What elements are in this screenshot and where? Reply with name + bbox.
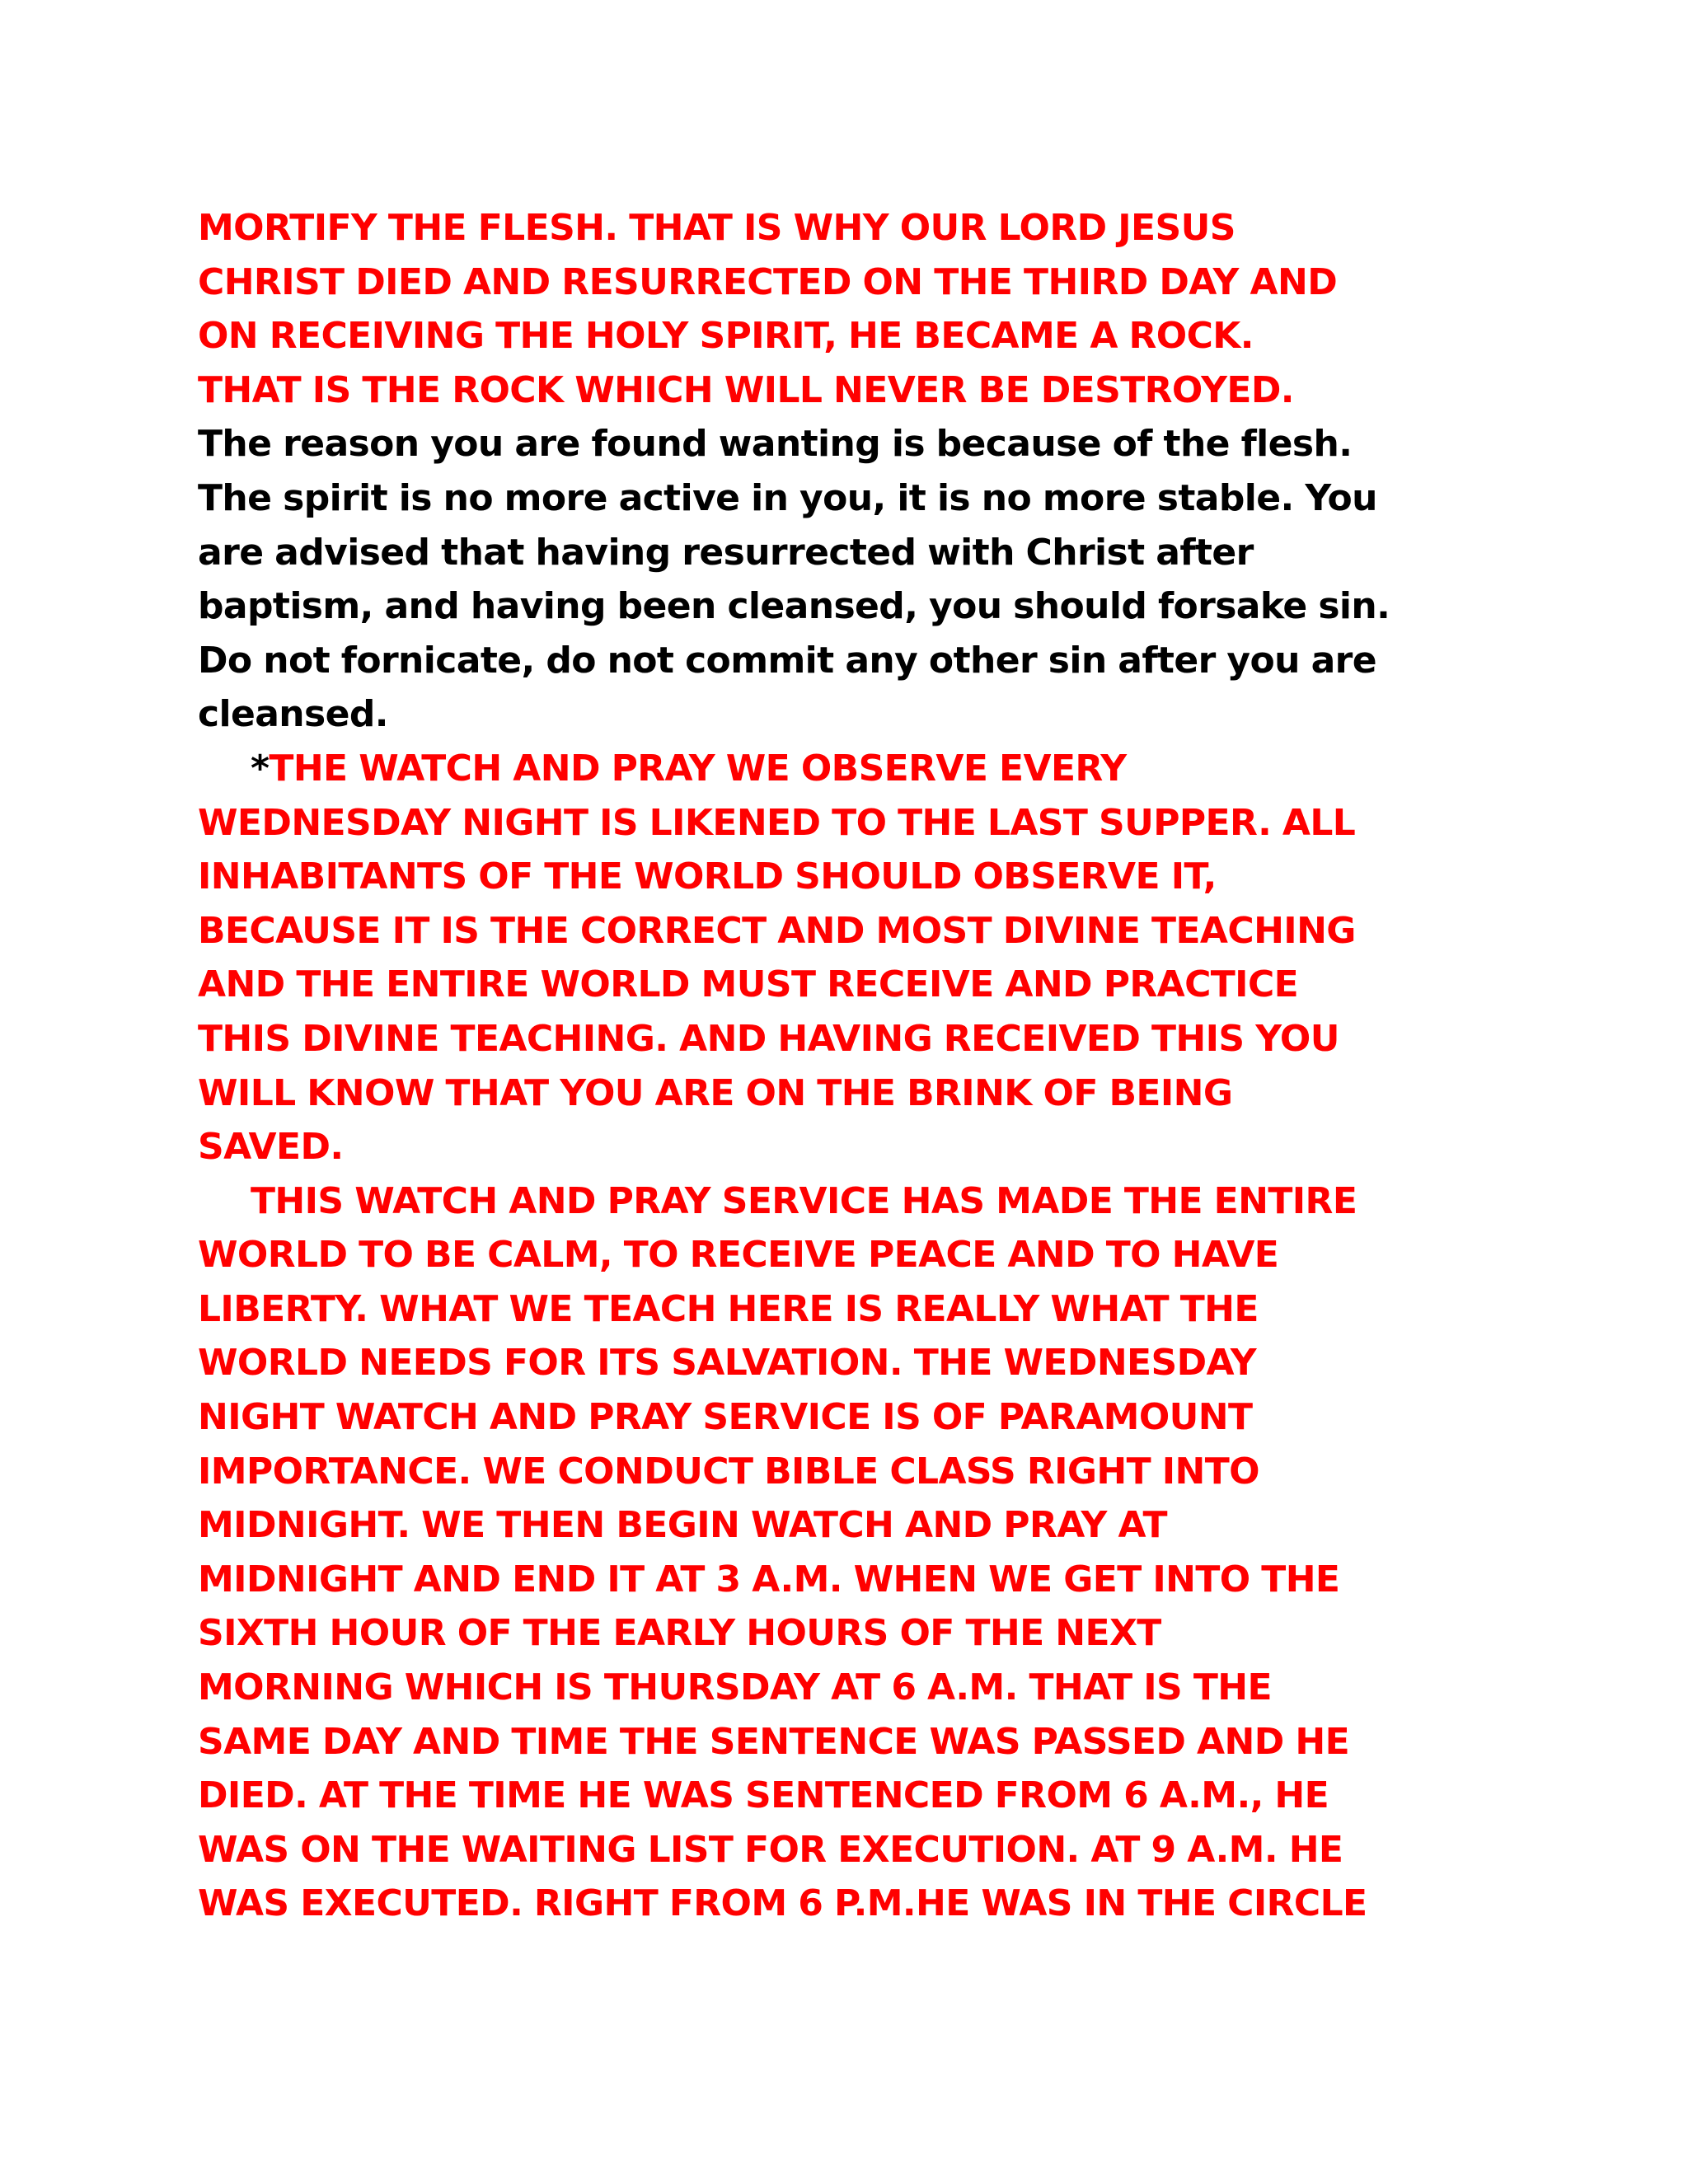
text-line: LIBERTY. WHAT WE TEACH HERE IS REALLY WHAT THE xyxy=(198,1287,1259,1330)
text-line: INHABITANTS OF THE WORLD SHOULD OBSERVE IT, xyxy=(198,855,1217,898)
text-line: The spirit is no more active in you, it is no more stable. You xyxy=(198,476,1377,519)
text-line: The reason you are found wanting is because of the flesh. xyxy=(198,423,1353,466)
text-line: CHRIST DIED AND RESURRECTED ON THE THIRD DAY AND xyxy=(198,260,1338,303)
text-line: WORLD NEEDS FOR ITS SALVATION. THE WEDNESDAY xyxy=(198,1342,1257,1385)
text-line: WAS ON THE WAITING LIST FOR EXECUTION. AT 9 A.M. HE xyxy=(198,1828,1343,1871)
text-line: baptism, and having been cleansed, you should forsake sin. xyxy=(198,585,1390,628)
text-line: WEDNESDAY NIGHT IS LIKENED TO THE LAST SUPPER. ALL xyxy=(198,801,1356,844)
text-line: BECAUSE IT IS THE CORRECT AND MOST DIVINE TEACHING xyxy=(198,909,1356,952)
text-line: MORNING WHICH IS THURSDAY AT 6 A.M. THAT IS THE xyxy=(198,1666,1272,1709)
document-body xyxy=(198,201,1550,1931)
text-line: WILL KNOW THAT YOU ARE ON THE BRINK OF BEING xyxy=(198,1071,1233,1114)
text-line: cleansed. xyxy=(198,693,388,736)
text-line: SIXTH HOUR OF THE EARLY HOURS OF THE NEXT xyxy=(198,1612,1161,1655)
text-line: NIGHT WATCH AND PRAY SERVICE IS OF PARAMOUNT xyxy=(198,1396,1253,1439)
text-line: SAVED. xyxy=(198,1126,344,1169)
text-line: Do not fornicate, do not commit any other sin after you are xyxy=(198,639,1377,682)
text-line: ON RECEIVING THE HOLY SPIRIT, HE BECAME A ROCK. xyxy=(198,315,1254,358)
text-line: IMPORTANCE. WE CONDUCT BIBLE CLASS RIGHT INTO xyxy=(198,1450,1259,1493)
text-line: MORTIFY THE FLESH. THAT IS WHY OUR LORD JESUS xyxy=(198,207,1236,249)
text-line: AND THE ENTIRE WORLD MUST RECEIVE AND PRACTICE xyxy=(198,963,1299,1006)
text-line: THAT IS THE ROCK WHICH WILL NEVER BE DESTROYED. xyxy=(198,368,1294,411)
text-line: THIS DIVINE TEACHING. AND HAVING RECEIVED THIS YOU xyxy=(198,1017,1339,1060)
paragraph-start-line: THIS WATCH AND PRAY SERVICE HAS MADE THE ENTIRE xyxy=(251,1179,1357,1222)
text-line: are advised that having resurrected with Christ after xyxy=(198,531,1254,574)
asterisk-marker: * xyxy=(251,747,270,790)
text-line: DIED. AT THE TIME HE WAS SENTENCED FROM 6 A.M., HE xyxy=(198,1774,1329,1817)
text-line: THE WATCH AND PRAY WE OBSERVE EVERY xyxy=(269,747,1127,790)
text-line: SAME DAY AND TIME THE SENTENCE WAS PASSED AND HE xyxy=(198,1720,1350,1763)
paragraph-start-line xyxy=(198,742,1550,796)
text-line: MIDNIGHT AND END IT AT 3 A.M. WHEN WE GET INTO THE xyxy=(198,1558,1340,1601)
text-line: WAS EXECUTED. RIGHT FROM 6 P.M.HE WAS IN THE CIRCLE xyxy=(198,1882,1367,1925)
text-line: MIDNIGHT. WE THEN BEGIN WATCH AND PRAY AT xyxy=(198,1504,1167,1547)
text-line: WORLD TO BE CALM, TO RECEIVE PEACE AND TO HAVE xyxy=(198,1234,1279,1277)
